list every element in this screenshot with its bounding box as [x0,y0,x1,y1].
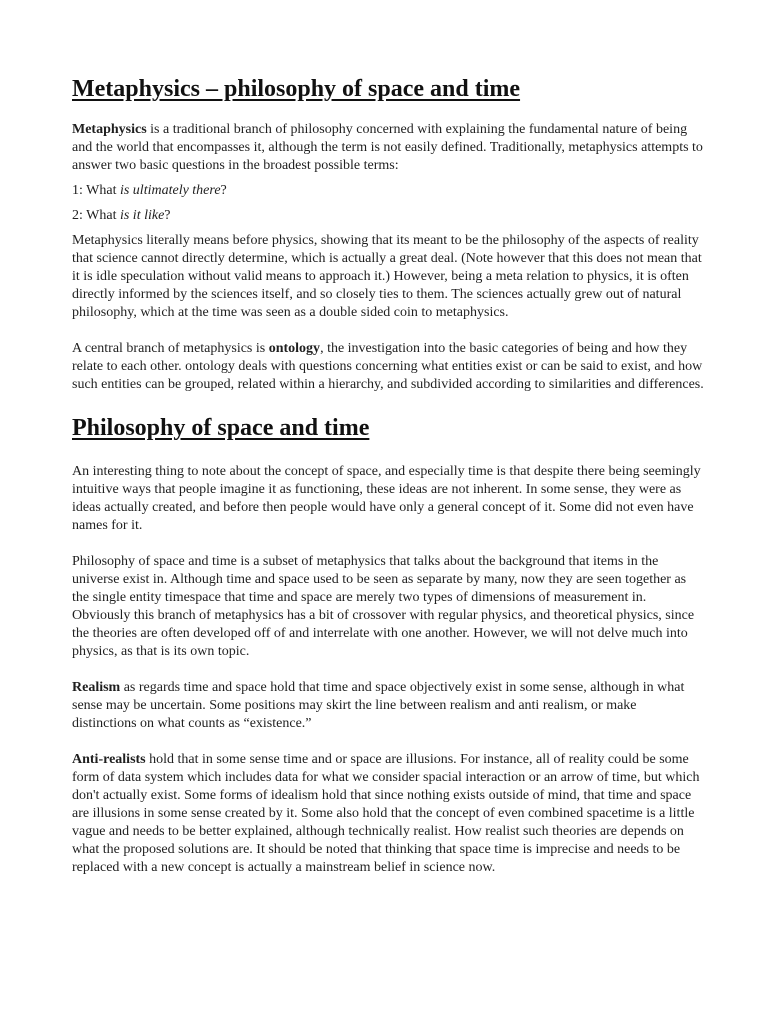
anti-realism-term: Anti-realists [72,752,146,767]
intro-paragraph [72,121,704,175]
intro-term: Metaphysics [72,122,147,137]
ontology-paragraph [72,340,704,394]
ontology-after: , the investigation into the basic categories of being and how they relate to each other. ontology deals with questions concerning what entities exist or can be said to exist, and how such entities can be grouped, related within a hierarchy, and subdivided according to similarities and differences. [72,341,704,392]
ontology-before: A central branch of metaphysics is [72,341,269,356]
anti-realism-paragraph [72,751,704,877]
subset-paragraph: Philosophy of space and time is a subset of metaphysics that talks about the background that items in the universe exist in. Although time and space used to be seen as separate by many, now they are seen together as the single entity timespace that time and space are merely two types of dimensions of measurement in. Obviously this branch of metaphysics has a bit of crossover with regular physics, and theoretical physics, since the theories are often developed off of and interrelate with one another. However, we will not delve much into physics, as that is its own topic. [72,554,695,659]
question-1-suffix: ? [220,183,227,198]
realism-term: Realism [72,680,121,695]
meaning-paragraph: Metaphysics literally means before physics, showing that its meant to be the philosophy of the aspects of reality that science cannot directly determine, which is actually a great deal. (Note however that this does not mean that it is idle speculation without valid means to approach it.) However, being a meta relation to physics, it is often directly informed by the sciences itself, and so closely ties to them. The sciences actually grew out of natural philosophy, which at the time was seen as a double sided coin to metaphysics. [72,233,702,320]
intro-text: is a traditional branch of philosophy concerned with explaining the fundamental nature of being and the world that encompasses it, although the term is not easily defined. Traditionally, metaphysics attempts to answer two basic questions in the broadest possible terms: [72,122,703,173]
document-title: Metaphysics – philosophy of space and time [72,76,521,102]
question-2 [72,207,704,225]
ontology-term: ontology [268,341,321,356]
section-title: Philosophy of space and time [72,415,370,441]
question-2-prefix: 2: What [72,208,120,223]
question-1 [72,182,704,200]
realism-text: as regards time and space hold that time and space objectively exist in some sense, although in what sense may be uncertain. Some positions may skirt the line between realism and anti realism, or make distinctions on what counts as “existence.” [72,680,685,731]
concept-paragraph: An interesting thing to note about the concept of space, and especially time is that despite there being seemingly intuitive ways that people imagine it as functioning, these ideas are not inherent. In some sense, they were as ideas actually created, and before then people would have only a general concept of it. Some did not even have names for it. [72,464,701,533]
realism-paragraph [72,679,704,733]
anti-realism-text: hold that in some sense time and or space are illusions. For instance, all of reality could be some form of data system which includes data for what we consider spacial interaction or an arrow of time, but which don't actually exist. Some forms of idealism hold that since nothing exists outside of mind, that time and space are illusions in some sense created by it. Some also hold that the concept of even combined spacetime is a little vague and needs to be better explained, although technically realist. How realist such theories are depends on what the proposed solutions are. It should be noted that thinking that space time is imprecise and needs to be replaced with a new concept is actually a mainstream belief in science now. [72,752,700,875]
question-1-emphasis: is ultimately there [119,183,221,198]
question-2-suffix: ? [164,208,171,223]
question-1-prefix: 1: What [72,183,120,198]
question-2-emphasis: is it like [119,208,165,223]
